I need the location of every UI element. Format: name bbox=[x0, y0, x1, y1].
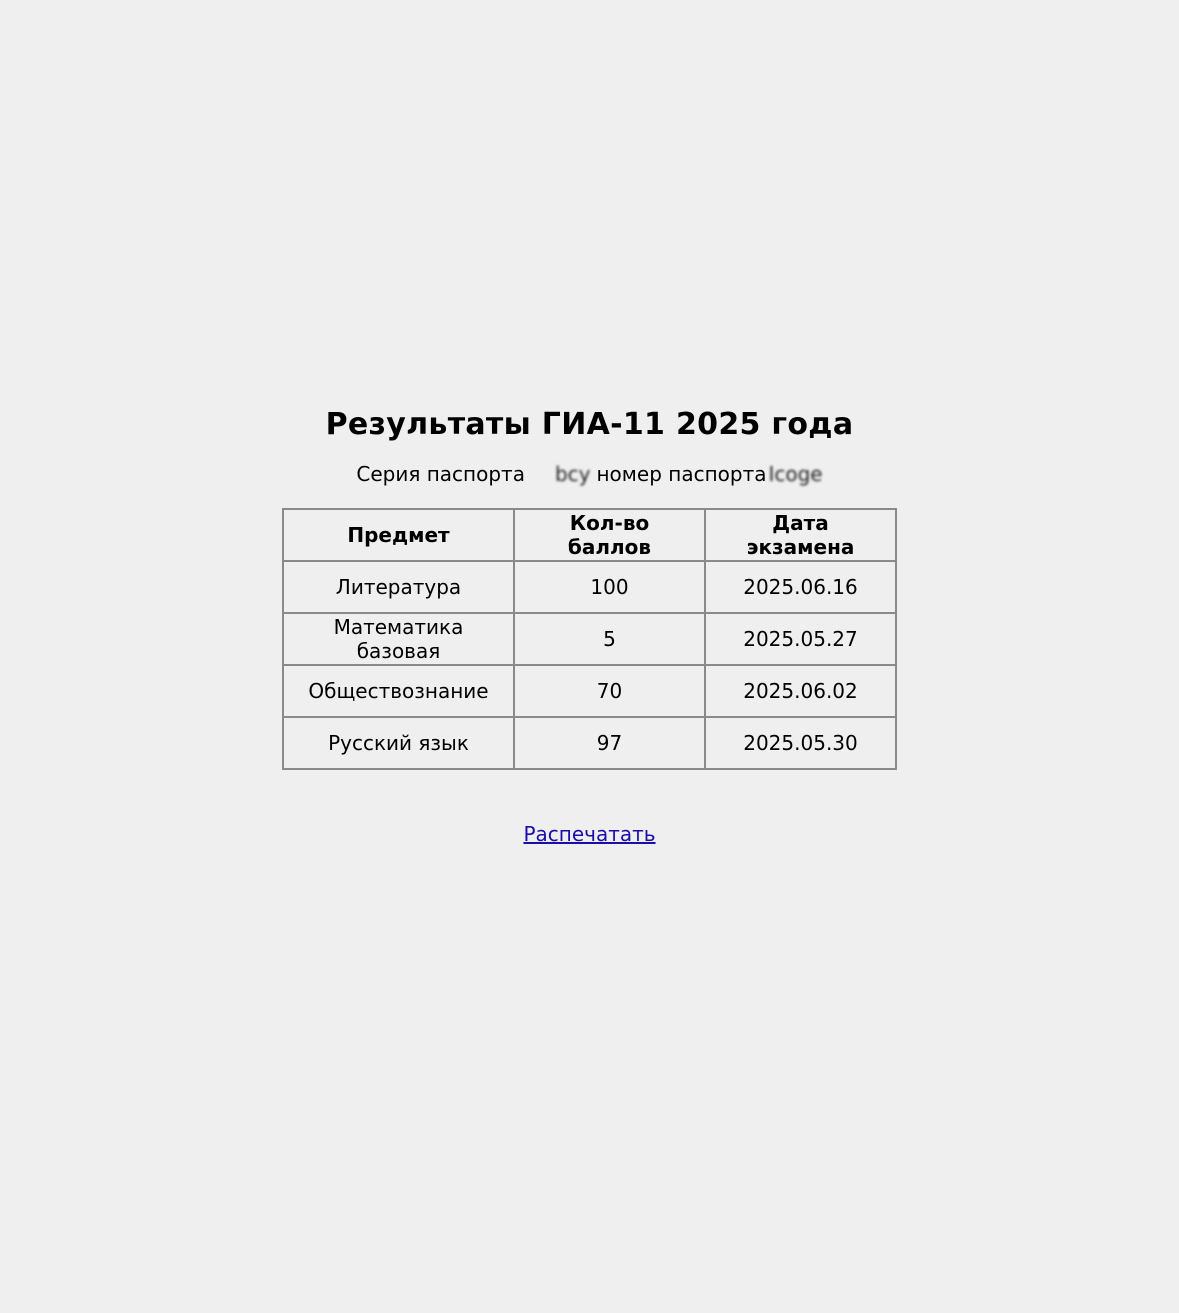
cell-date: 2025.06.16 bbox=[705, 561, 896, 613]
cell-score: 5 bbox=[514, 613, 705, 665]
header-score: Кол-во баллов bbox=[514, 509, 705, 561]
table-row bbox=[283, 561, 896, 613]
cell-subject: Литература bbox=[283, 561, 514, 613]
cell-score: 97 bbox=[514, 717, 705, 769]
cell-subject: Математика базовая bbox=[283, 613, 514, 665]
print-link[interactable]: Распечатать bbox=[523, 822, 656, 846]
cell-date: 2025.05.30 bbox=[705, 717, 896, 769]
cell-score: 70 bbox=[514, 665, 705, 717]
passport-series-label: Серия паспорта bbox=[356, 462, 525, 486]
results-page bbox=[0, 404, 1179, 846]
table-row bbox=[283, 613, 896, 665]
passport-number-label: номер паспорта bbox=[596, 462, 767, 486]
cell-date: 2025.05.27 bbox=[705, 613, 896, 665]
page-title: Результаты ГИА-11 2025 года bbox=[325, 407, 854, 442]
passport-number-value: Іcoge bbox=[768, 462, 823, 486]
table-row bbox=[283, 665, 896, 717]
cell-subject: Русский язык bbox=[283, 717, 514, 769]
table-header-row bbox=[283, 509, 896, 561]
table-row bbox=[283, 717, 896, 769]
results-table bbox=[282, 508, 897, 770]
header-date: Дата экзамена bbox=[705, 509, 896, 561]
cell-subject: Обществознание bbox=[283, 665, 514, 717]
passport-info bbox=[356, 460, 822, 488]
cell-date: 2025.06.02 bbox=[705, 665, 896, 717]
cell-score: 100 bbox=[514, 561, 705, 613]
passport-series-value: bcy bbox=[554, 462, 591, 486]
header-subject: Предмет bbox=[283, 509, 514, 561]
